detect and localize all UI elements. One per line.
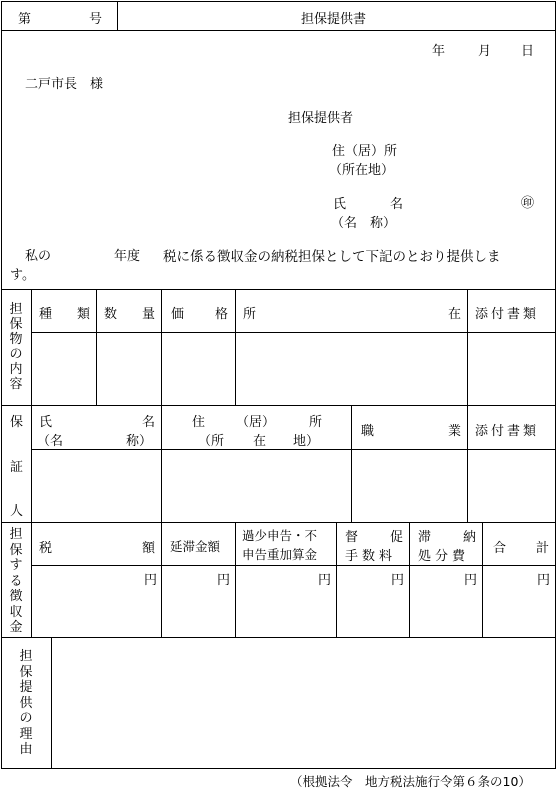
amounts-col-2: [235, 522, 236, 637]
collateral-col-3: [235, 289, 236, 405]
address-label: 住（居）所: [332, 144, 398, 159]
g-address-sub-3: 地）: [293, 434, 320, 449]
g-address-2: （居）: [236, 415, 276, 430]
name-label-2: 名: [390, 197, 404, 212]
a-total-1: 合: [493, 541, 507, 556]
reason-side-divider: [51, 637, 52, 768]
amounts-col-5: [482, 522, 483, 637]
g-job-2: 業: [448, 424, 462, 439]
seal-mark: ㊞: [521, 196, 535, 211]
addressee: 二戸市長 様: [25, 77, 104, 92]
collateral-side-divider: [31, 289, 32, 405]
collateral-side-label: 担保物の内容: [9, 302, 23, 392]
yen-delay: 円: [217, 573, 231, 588]
guarantor-col-3: [467, 405, 468, 522]
number-label-left: 第: [18, 12, 32, 27]
a-penalty-2: 申告重加算金: [242, 547, 318, 562]
g-address-1: 住: [192, 415, 206, 430]
col-qty-1: 数: [104, 307, 118, 322]
col-kind-2: 類: [77, 307, 91, 322]
guarantor-side-2: 証: [10, 460, 24, 475]
a-penalty-1: 過少申告・不: [242, 528, 318, 543]
g-address-sub-2: 在: [253, 434, 267, 449]
document-title: 担保提供書: [301, 12, 367, 27]
g-job-1: 職: [361, 424, 375, 439]
g-address-3: 所: [309, 415, 323, 430]
collateral-header-bottom: [31, 332, 556, 333]
a-tax-1: 税: [39, 541, 53, 556]
name-label-1: 氏: [333, 197, 347, 212]
yen-total: 円: [537, 573, 551, 588]
amounts-col-4: [409, 522, 410, 637]
a-demand-2: 促: [390, 530, 404, 545]
amounts-side-label: 担保する徴収金: [9, 527, 23, 635]
statement-part-1: 私の: [25, 249, 52, 264]
frame-bottom: [1, 768, 556, 769]
guarantor-top: [1, 405, 556, 406]
g-address-sub-1: （所: [198, 434, 225, 449]
header-vline: [117, 1, 118, 30]
amounts-header-bottom: [31, 565, 556, 566]
frame-right: [555, 1, 556, 769]
date-day: 日: [521, 44, 535, 59]
a-tax-2: 額: [142, 541, 156, 556]
statement-part-3: 税に係る徴収金の納税担保として下記のとおり提供しま: [163, 249, 501, 265]
col-location-2: 在: [448, 307, 462, 322]
header-divider: [1, 30, 556, 31]
guarantor-header-bottom: [31, 449, 556, 450]
a-demand-1: 督: [345, 530, 359, 545]
guarantor-side-1: 保: [10, 415, 24, 430]
a-disp-2: 納: [463, 530, 477, 545]
frame-top: [1, 1, 556, 2]
statement-part-2: 年度: [114, 249, 141, 264]
guarantor-side-3: 人: [10, 504, 24, 519]
name-sub-label: （名 称）: [331, 216, 397, 231]
guarantor-side-divider: [31, 405, 32, 522]
amounts-side-divider: [31, 522, 32, 637]
reason-top: [1, 637, 556, 638]
date-month: 月: [478, 44, 492, 59]
collateral-col-1: [96, 289, 97, 405]
a-disp-3: 処分費: [418, 549, 470, 564]
reason-side-label: 担保提供の理由: [19, 649, 33, 757]
col-kind-1: 種: [39, 307, 53, 322]
yen-penalty: 円: [318, 573, 332, 588]
number-label-right: 号: [89, 12, 103, 27]
col-docs: 添付書類: [475, 307, 540, 322]
amounts-col-1: [161, 522, 162, 637]
g-name-2: 名: [142, 415, 156, 430]
a-demand-3: 手数料: [345, 549, 397, 564]
guarantor-col-1: [161, 405, 162, 522]
address-sub-label: （所在地）: [329, 163, 395, 178]
collateral-col-4: [467, 289, 468, 405]
statement-part-4: す。: [10, 268, 35, 283]
col-qty-2: 量: [142, 307, 156, 322]
yen-disposition: 円: [464, 573, 478, 588]
a-total-2: 計: [536, 541, 550, 556]
g-name-sub-2: 称）: [126, 434, 153, 449]
collateral-col-2: [161, 289, 162, 405]
frame-left: [1, 1, 2, 769]
g-docs: 添付書類: [475, 424, 540, 439]
col-price-1: 価: [171, 307, 185, 322]
provider-label: 担保提供者: [288, 111, 354, 126]
amounts-col-3: [336, 522, 337, 637]
date-year: 年: [432, 44, 446, 59]
a-disp-1: 滞: [418, 530, 432, 545]
yen-tax: 円: [144, 573, 158, 588]
amounts-top: [1, 522, 556, 523]
legal-basis-note: （根拠法令 地方税法施行令第６条の10）: [290, 774, 531, 789]
yen-demand: 円: [391, 573, 405, 588]
collateral-top: [1, 289, 556, 290]
g-name-sub-1: （名: [37, 434, 64, 449]
g-name-1: 氏: [39, 415, 53, 430]
col-price-2: 格: [215, 307, 229, 322]
guarantor-col-2: [351, 405, 352, 522]
col-location-1: 所: [243, 307, 257, 322]
a-delay: 延滞金額: [170, 539, 221, 554]
